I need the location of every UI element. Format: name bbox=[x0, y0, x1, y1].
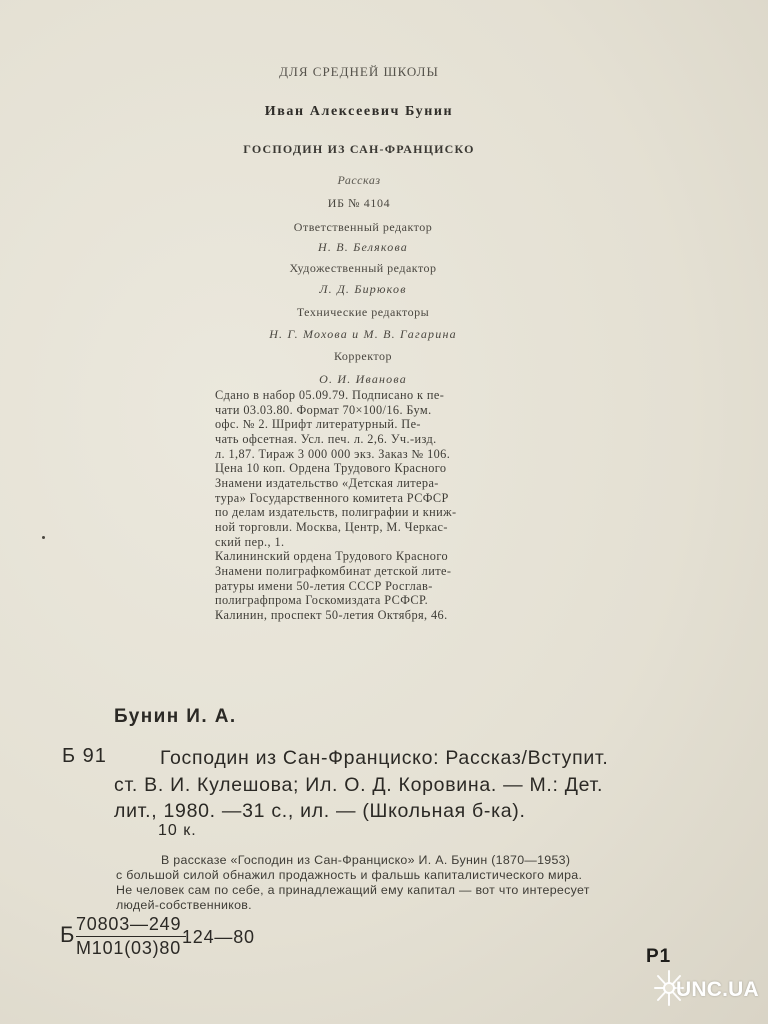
imprint-line: Калинин, проспект 50-летия Октября, 46. bbox=[215, 607, 448, 622]
imprint-line: Калининский ордена Трудового Красного bbox=[215, 549, 449, 564]
catalog-card-price: 10 к. bbox=[158, 822, 197, 839]
signature-mark: Р1 bbox=[646, 946, 672, 967]
watermark bbox=[654, 966, 762, 1014]
imprint-line: Сдано в набор 05.09.79. Подписано к пе- bbox=[215, 388, 445, 402]
imprint-line: чать офсетная. Усл. печ. л. 2,6. Уч.-изд. bbox=[215, 431, 437, 446]
credit-name-art-editor: Л. Д. Бирюков bbox=[319, 282, 407, 296]
book-title: ГОСПОДИН ИЗ САН-ФРАНЦИСКО bbox=[243, 142, 475, 156]
catalog-card-line: Господин из Сан-Франциско: Рассказ/Вступит. bbox=[160, 747, 609, 769]
author-full-name: Иван Алексеевич Бунин bbox=[264, 104, 454, 119]
imprint-line: чати 03.03.80. Формат 70×100/16. Бум. bbox=[215, 402, 432, 417]
imprint-line: по делам издательств, полиграфии и книж- bbox=[215, 505, 457, 520]
credit-name-tech-editors: Н. Г. Мохова и М. В. Гагарина bbox=[269, 327, 457, 341]
imprint-line: ратуры имени 50-летия СССР Росглав- bbox=[215, 578, 433, 593]
imprint-line: Знамени полиграфкомбинат детской лите- bbox=[215, 563, 452, 578]
credit-name-proofreader: О. И. Иванова bbox=[319, 372, 407, 386]
credit-name-editor: Н. В. Белякова bbox=[318, 240, 408, 254]
credit-role-tech-editors: Технические редакторы bbox=[296, 305, 430, 319]
imprint-line: л. 1,87. Тираж 3 000 000 экз. Заказ № 106. bbox=[215, 446, 451, 461]
annotation-line: с большой силой обнажил продажность и фальшь капиталистического мира. bbox=[116, 868, 583, 882]
imprint-line: офс. № 2. Шрифт литературный. Пе- bbox=[215, 417, 421, 432]
imprint-line: ной торговли. Москва, Центр, М. Черкас- bbox=[215, 519, 448, 534]
imprint-line: ский пер., 1. bbox=[215, 534, 285, 549]
imprint-line: Цена 10 коп. Ордена Трудового Красного bbox=[215, 461, 447, 476]
imprint-line: тура» Государственного комитета РСФСР bbox=[215, 490, 449, 505]
annotation-line: Не человек сам по себе, а принадлежащий ему капитал — вот что интересует bbox=[116, 883, 590, 897]
imprint-line: Знамени издательство «Детская литера- bbox=[215, 475, 439, 490]
catalog-card-line: ст. В. И. Кулешова; Ил. О. Д. Коровина. — М.: Дет. bbox=[114, 774, 604, 796]
credit-role-proofreader: Корректор bbox=[334, 349, 392, 363]
catalog-card-line: лит., 1980. —31 с., ил. — (Школьная б-ка). bbox=[114, 800, 526, 822]
annotation-line: В рассказе «Господин из Сан-Франциско» И. А. Бунин (1870—1953) bbox=[161, 853, 571, 867]
watermark-text: UNC.UA bbox=[676, 978, 759, 1001]
credit-role-editor: Ответственный редактор bbox=[293, 220, 433, 234]
bbk-fraction bbox=[76, 914, 186, 959]
imprint-line: полиграфпрома Госкомиздата РСФСР. bbox=[215, 593, 429, 608]
bbk-letter: Б bbox=[60, 922, 75, 947]
catalog-card-code: Б 91 bbox=[62, 745, 107, 767]
bbk-denominator: М101(03)80 bbox=[76, 938, 182, 958]
print-speck bbox=[42, 536, 45, 539]
imprint-block bbox=[215, 388, 456, 623]
credit-role-art-editor: Художественный редактор bbox=[289, 261, 437, 275]
ib-number: ИБ № 4104 bbox=[327, 196, 391, 210]
genre-label: Рассказ bbox=[337, 173, 381, 187]
bbk-tail: 124—80 bbox=[182, 927, 255, 947]
catalog-card-author: Бунин И. А. bbox=[114, 706, 237, 727]
series-label: ДЛЯ СРЕДНЕЙ ШКОЛЫ bbox=[279, 64, 439, 79]
annotation-line: людей-собственников. bbox=[116, 898, 252, 912]
bbk-numerator: 70803—249 bbox=[76, 914, 182, 934]
annotation-block bbox=[116, 853, 590, 913]
